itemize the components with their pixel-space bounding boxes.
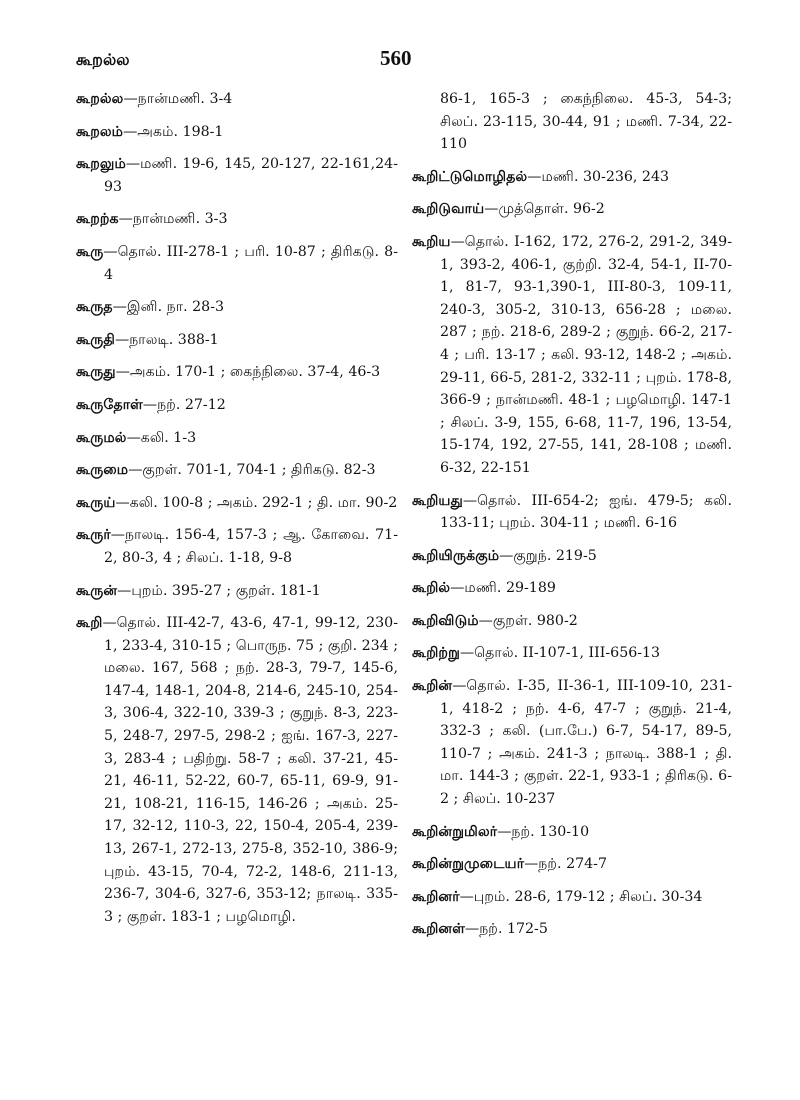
- index-entry: [76, 612, 398, 928]
- headword: கூறின்றுமிலர்: [412, 823, 498, 840]
- headword: கூறின்: [412, 678, 453, 695]
- headword: கூருமல்: [76, 429, 127, 446]
- references: —தொல். I-35, II-36-1, III-109-10, 231-1, 418-2 ; நற். 4-6, 47-7 ; குறுந். 21-4, 332-3 ; கலி. (பா.பே.) 6-7, 54-17, 89-5, 110-7 ; அகம். 241-3 ; நாலடி. 388-1 ; தி. மா. 144-3 ; குறள். 22-1, 933-1 ; திரிகடு. 6-2 ; சிலப். 10-237: [440, 678, 732, 808]
- index-entry: [76, 208, 398, 231]
- index-entry: [412, 853, 732, 876]
- headword: கூருமை: [76, 462, 129, 479]
- headword: கூறற்க: [76, 211, 119, 228]
- index-entry: [76, 296, 398, 319]
- references: —தொல். I-162, 172, 276-2, 291-2, 349-1, 393-2, 406-1, குற்றி. 32-4, 54-1, II-70-1, 81-7, 93-1,390-1, III-80-3, 109-11, 240-3, 305-2, 310-13, 656-28 ; மலை. 287 ; நற். 218-6, 289-2 ; குறுந். 66-2, 217-4 ; பரி. 13-17 ; கலி. 93-12, 148-2 ; அகம். 29-11, 66-5, 281-2, 332-11 ; புறம். 178-8, 366-9 ; நான்மணி. 48-1 ; பழமொழி. 147-1 ; சிலப். 3-9, 155, 6-68, 11-7, 196, 13-54, 15-174, 192, 27-55, 141, 28-108 ; மணி. 6-32, 22-151: [440, 233, 732, 476]
- headword: கூருர்: [76, 527, 111, 544]
- headword: கூறிய: [412, 233, 451, 250]
- index-entry: [76, 361, 398, 384]
- continued-entry: 86-1, 165-3 ; கைந்நிலை. 45-3, 54-3; சிலப். 23-115, 30-44, 91 ; மணி. 7-34, 22-110: [440, 91, 732, 153]
- index-entry: [412, 610, 732, 633]
- headword: கூறினள்: [412, 921, 465, 938]
- index-entry: [76, 329, 398, 352]
- index-entry: [76, 88, 398, 111]
- index-entry: [76, 427, 398, 450]
- headword: கூறிட்டுமொழிதல்: [412, 168, 528, 185]
- index-entry: [412, 166, 732, 189]
- references: —தொல். III-654-2; ஐங். 479-5; கலி. 133-11; புறம். 304-11 ; மணி. 6-16: [440, 492, 732, 532]
- references: —மணி. 29-189: [450, 580, 556, 597]
- references: —நற். 27-12: [142, 396, 226, 413]
- references: —கலி. 100-8 ; அகம். 292-1 ; தி. மா. 90-2: [115, 494, 398, 511]
- headword: கூருது: [76, 364, 116, 381]
- headword: கூருத: [76, 299, 113, 316]
- headword: கூரு: [76, 243, 104, 260]
- references: —அகம். 170-1 ; கைந்நிலை. 37-4, 46-3: [115, 364, 381, 381]
- references: —நான்மணி. 3-4: [123, 91, 233, 107]
- index-entry: [412, 642, 732, 665]
- references: —இனி. நா. 28-3: [112, 299, 225, 316]
- headword: கூறலும்: [76, 156, 126, 173]
- page-number: 560: [380, 46, 412, 70]
- references: —நான்மணி. 3-3: [118, 211, 228, 228]
- references: —முத்தொள். 96-2: [484, 201, 605, 218]
- index-entry: [412, 577, 732, 600]
- references: —அகம். 198-1: [123, 123, 224, 140]
- headword: கூறலம்: [76, 123, 124, 140]
- right-column: [412, 88, 732, 951]
- index-entry: [76, 241, 398, 286]
- index-entry: [412, 198, 732, 221]
- headword: கூறியிருக்கும்: [412, 547, 500, 564]
- references: —மணி. 30-236, 243: [527, 168, 670, 185]
- running-head: கூறல்ல: [76, 50, 130, 69]
- references: —நாலடி. 388-1: [115, 331, 219, 348]
- headword: கூறிவிடும்: [412, 612, 479, 629]
- index-entry: [412, 490, 732, 535]
- references: —கலி. 1-3: [126, 429, 197, 446]
- references: —குறுந். 219-5: [499, 547, 597, 564]
- headword: கூருய்: [76, 494, 116, 511]
- headword: கூறில்: [412, 580, 451, 597]
- headword: கூறியது: [412, 492, 463, 509]
- index-entry: [412, 231, 732, 480]
- index-entry: [76, 153, 398, 198]
- headword: கூறின்றுமுடையர்: [412, 856, 525, 873]
- references: —மணி. 19-6, 145, 20-127, 22-161,24-93: [104, 156, 398, 195]
- index-entry: [412, 545, 732, 568]
- index-entry: [412, 675, 732, 811]
- references: —நற். 130-10: [497, 823, 590, 840]
- references: —குறள். 701-1, 704-1 ; திரிகடு. 82-3: [128, 462, 376, 479]
- index-entry: [412, 821, 732, 844]
- index-entry: [76, 524, 398, 569]
- index-entry: [412, 886, 732, 909]
- references: —புறம். 28-6, 179-12 ; சிலப். 30-34: [459, 888, 703, 905]
- references: —நாலடி. 156-4, 157-3 ; ஆ. கோவை. 71-2, 80-3, 4 ; சிலப். 1-18, 9-8: [104, 527, 398, 566]
- index-entry: [76, 459, 398, 482]
- index-entry: [76, 492, 398, 515]
- references: —தொல். III-42-7, 43-6, 47-1, 99-12, 230-1, 233-4, 310-15 ; பொருந. 75 ; குறி. 234 ; மலை. 167, 568 ; நற். 28-3, 79-7, 145-6, 147-4, 148-1, 204-8, 214-6, 245-10, 254-3, 306-4, 322-10, 339-3 ; குறுந். 8-3, 223-5, 248-7, 297-5, 298-2 ; ஐங். 167-3, 227-3, 283-4 ; பதிற்று. 58-7 ; கலி. 37-21, 45-21, 46-11, 52-22, 60-7, 65-11, 69-9, 91-21, 108-21, 116-15, 146-26 ; அகம். 25-17, 32-12, 110-3, 22, 150-4, 205-4, 239-13, 267-1, 272-13, 275-8, 352-10, 386-9; புறம். 43-15, 70-4, 72-2, 148-6, 211-13, 236-7, 304-6, 327-6, 353-12; நாலடி. 335-3 ; குறள். 183-1 ; பழமொழி.: [102, 615, 398, 925]
- headword: கூறிற்று: [412, 645, 460, 662]
- references: —நற். 172-5: [465, 921, 548, 938]
- index-entry: [412, 918, 732, 941]
- index-entry: [76, 580, 398, 603]
- references: —நற். 274-7: [524, 856, 607, 873]
- references: —தொல். III-278-1 ; பரி. 10-87 ; திரிகடு. 8-4: [103, 243, 398, 283]
- references: —தொல். II-107-1, III-656-13: [459, 645, 661, 662]
- headword: கூருதோள்: [76, 396, 143, 413]
- headword: கூறிடுவாய்: [412, 201, 485, 218]
- headword: கூறினர்: [412, 888, 460, 905]
- index-entry: [76, 121, 398, 144]
- headword: கூருதி: [76, 331, 116, 348]
- left-column: [76, 88, 398, 938]
- references: —புறம். 395-27 ; குறள். 181-1: [117, 582, 321, 599]
- headword: கூறி: [76, 615, 103, 632]
- index-entry: [76, 394, 398, 417]
- headword: கூறல்ல: [76, 91, 124, 107]
- references: —குறள். 980-2: [478, 612, 578, 629]
- headword: கூருன்: [76, 582, 118, 599]
